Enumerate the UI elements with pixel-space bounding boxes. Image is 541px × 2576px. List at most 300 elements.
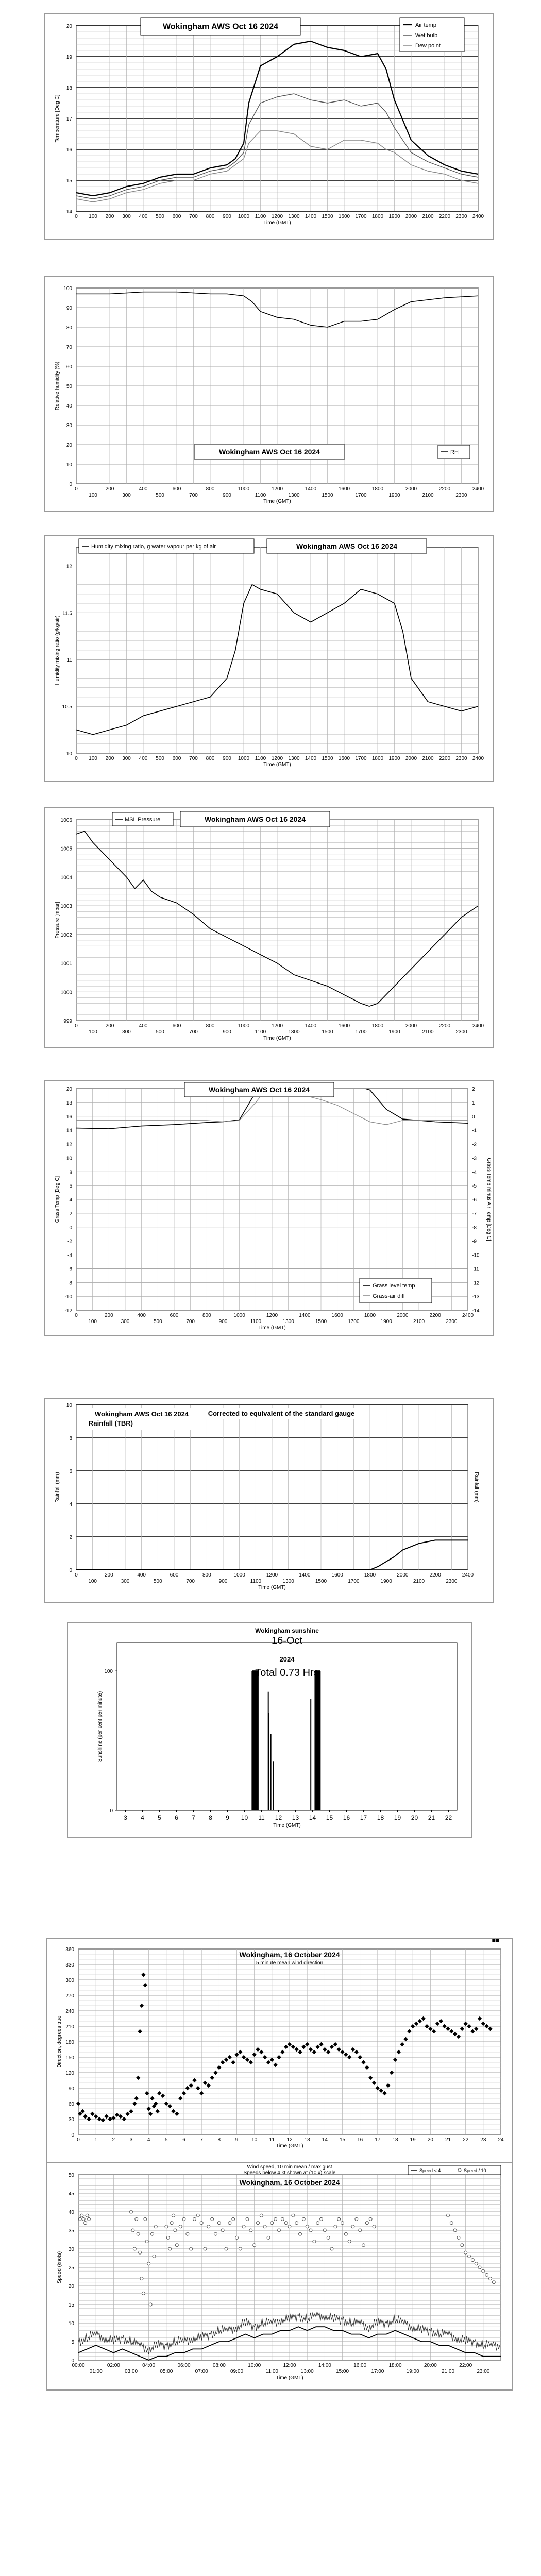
x-tick-label: 1400 [299,1313,311,1318]
x-tick-label: 16:00 [353,2363,367,2368]
x-tick-label: 1300 [282,1319,294,1325]
chart-title: Wokingham AWS Oct 16 2024 [94,1410,189,1418]
x-tick-label: 2400 [472,1023,484,1029]
y-axis-label: Sunshine (per cent per minute) [97,1691,103,1762]
temperature-chart-panel [44,13,494,240]
x-tick-label: 1900 [388,756,400,761]
y-tick-label: 20 [66,443,72,448]
x-tick-label: 800 [206,1023,215,1029]
y-tick-label: 2 [69,1535,72,1540]
x-tick-label: 1900 [388,1029,400,1035]
x-tick-label: 1300 [288,1029,300,1035]
x-tick-label: 400 [139,214,148,219]
y-axis-label: Temperature [Deg C] [55,94,60,143]
speed-gust-point [133,2247,136,2250]
y-right-tick-label: -5 [472,1183,477,1190]
legend-label: Wet bulb [415,32,438,39]
y-tick-label: 11.5 [62,611,72,617]
speed-gust-point [447,2214,450,2217]
x-tick-label: 2000 [397,1313,409,1318]
y-right-tick-label: -11 [472,1266,479,1273]
x-tick-label: 2400 [472,756,484,761]
chart-note: Corrected to equivalent of the standard gauge [208,1410,355,1417]
x-tick-label: 02:00 [107,2363,120,2368]
y-tick-label: 14 [66,1128,72,1134]
x-tick-label: 01:00 [89,2369,103,2375]
x-tick-label: 1900 [380,1579,392,1584]
mixing-ratio-chart-panel [44,535,494,782]
x-tick-label: 1100 [255,756,266,761]
x-tick-label: 09:00 [230,2369,244,2375]
x-axis-label: Time (GMT) [263,499,291,504]
humidity-chart [45,277,495,513]
x-tick-label: 300 [122,756,131,761]
x-tick-label: 15 [326,1814,333,1821]
speed-gust-point [274,2217,277,2221]
y-axis-label: Grass Temp [Deg C] [55,1176,60,1223]
speed-gust-point [235,2236,239,2239]
y-tick-label: 1006 [60,818,72,823]
y-right-tick-label: -6 [472,1197,477,1203]
chart-title: Wokingham AWS Oct 16 2024 [204,815,306,823]
speed-gust-point [464,2251,467,2254]
pressure-chart-panel [44,807,494,1048]
speed-gust-point [281,2217,284,2221]
y-tick-label: 6 [69,1183,72,1190]
legend-label: MSL Pressure [125,817,161,823]
x-tick-label: 1200 [266,1572,278,1578]
x-tick-label: 2200 [438,486,451,492]
x-tick-label: 400 [139,486,148,492]
y-tick-label: 20 [66,1087,72,1092]
x-tick-label: 1300 [282,1579,294,1584]
x-tick-label: 1500 [322,756,333,761]
wind-direction-point [496,1939,499,1942]
wind-speed-chart-panel [46,2162,513,2391]
x-tick-label: 1800 [364,1313,376,1318]
y-tick-label: 10 [66,1403,72,1409]
x-tick-label: 100 [89,756,97,761]
speed-gust-point [174,2229,177,2232]
y-tick-label: 50 [66,384,72,389]
y-tick-label: 120 [65,2071,74,2076]
x-tick-label: 14:00 [318,2363,331,2368]
x-tick-label: 1800 [364,1572,376,1578]
mixing-ratio-chart [45,536,495,783]
temperature-chart [45,14,495,241]
speed-gust-point [78,2217,81,2221]
x-tick-label: 20 [411,1814,418,1821]
speed-gust-point [299,2232,302,2235]
x-tick-label: 500 [156,756,164,761]
speed-gust-point [334,2225,337,2228]
speed-gust-point [471,2259,474,2262]
x-tick-label: 8 [209,1814,212,1821]
speed-gust-point [131,2229,134,2232]
x-tick-label: 03:00 [124,2369,138,2375]
y-right-tick-label: -14 [472,1308,480,1314]
y-tick-label: 1001 [60,961,72,967]
y-tick-label: 4 [69,1502,72,1507]
y-tick-label: 270 [65,1993,74,1999]
y-tick-label: 150 [65,2055,74,2061]
x-tick-label: 20 [427,2137,433,2143]
speed-gust-point [179,2225,182,2228]
legend-label: Grass level temp [373,1283,415,1289]
x-tick-label: 900 [223,493,231,498]
x-tick-label: 17 [375,2137,381,2143]
y-tick-label: 15 [66,178,72,184]
x-tick-label: 10:00 [248,2363,261,2368]
speed-gust-point [475,2262,478,2265]
grass-temp-chart-panel [44,1080,494,1336]
x-tick-label: 2300 [455,756,467,761]
x-axis-label: Time (GMT) [263,220,291,226]
x-tick-label: 800 [206,486,215,492]
x-tick-label: 12:00 [283,2363,296,2368]
speed-gust-point [278,2229,281,2232]
x-tick-label: 1000 [233,1313,245,1318]
x-tick-label: 1600 [338,1023,350,1029]
y-axis-label: Pressure [mbar] [55,902,60,939]
y-axis-label: Speed (knots) [57,2251,62,2284]
y-tick-label: 10 [66,751,72,757]
x-tick-label: 1800 [371,756,384,761]
speed-gust-point [457,2236,460,2239]
speed-gust-point [257,2222,260,2225]
speed-gust-point [246,2217,249,2221]
y-tick-label: 4 [69,1197,72,1203]
x-tick-label: 2200 [438,1023,451,1029]
chart-title: Wokingham AWS Oct 16 2024 [218,447,320,456]
x-tick-label: 700 [186,1579,195,1584]
x-tick-label: 10 [251,2137,258,2143]
y-tick-label: 15 [68,2302,74,2308]
x-tick-label: 7 [200,2137,203,2143]
x-tick-label: 1700 [355,493,367,498]
y-tick-label: 0 [69,1568,72,1573]
x-tick-label: 1200 [266,1313,278,1318]
chart-title: Wokingham, 16 October 2024 [239,1951,340,1959]
x-tick-label: 1700 [355,1029,367,1035]
wind-direction-chart [47,1939,514,2165]
x-tick-label: 18 [392,2137,398,2143]
x-tick-label: 900 [223,1029,231,1035]
y-tick-label: 100 [63,286,72,292]
chart-subtitle: Rainfall (TBR) [89,1419,133,1427]
speed-gust-point [489,2277,492,2280]
speed-gust-point [165,2225,168,2228]
y-tick-label: 60 [66,364,72,370]
x-tick-label: 500 [156,1029,164,1035]
x-tick-label: 2300 [455,1029,467,1035]
speed-gust-point [149,2303,152,2306]
x-tick-label: 17 [360,1814,367,1821]
x-tick-label: 700 [189,214,198,219]
x-tick-label: 1100 [255,214,266,219]
legend-label: RH [450,449,459,455]
x-tick-label: 1700 [348,1319,360,1325]
x-tick-label: 11 [269,2137,275,2143]
y-tick-label: 5 [71,2340,74,2345]
x-tick-label: 22:00 [459,2363,472,2368]
x-tick-label: 1500 [315,1319,327,1325]
x-tick-label: 1400 [305,214,317,219]
speed-gust-point [144,2217,147,2221]
x-tick-label: 400 [137,1313,146,1318]
x-tick-label: 1000 [233,1572,245,1578]
x-tick-label: 1700 [348,1579,360,1584]
x-tick-label: 14 [322,2137,328,2143]
header-note: Wind speed, 10 min mean / max gust [247,2164,332,2170]
x-tick-label: 700 [189,1029,198,1035]
speed-gust-point [348,2240,351,2243]
speed-gust-point [359,2229,362,2232]
x-tick-label: 1800 [371,1023,384,1029]
x-tick-label: 1600 [331,1313,343,1318]
x-tick-label: 100 [89,1029,97,1035]
y-tick-label: 100 [104,1669,113,1675]
y-right-tick-label: -10 [472,1252,480,1259]
x-tick-label: 11:00 [265,2369,278,2375]
speed-gust-point [253,2244,256,2247]
speed-gust-point [239,2247,242,2250]
y-tick-label: 999 [63,1019,72,1024]
y-right-tick-label: -8 [472,1225,477,1231]
y-right-tick-label: -1 [472,1128,477,1134]
x-tick-label: 2000 [405,214,417,219]
y-tick-label: 2 [69,1211,72,1217]
x-tick-label: 9 [226,1814,229,1821]
x-tick-label: 2200 [429,1572,441,1578]
x-tick-label: 5 [165,2137,168,2143]
x-tick-label: 21:00 [441,2369,455,2375]
y-axis-label: Relative humidity (%) [55,361,60,411]
y-tick-label: 360 [65,1947,74,1953]
x-tick-label: 2 [112,2137,115,2143]
chart-title: Wokingham AWS Oct 16 2024 [162,22,279,31]
x-axis-label: Time (GMT) [258,1585,286,1590]
speed-gust-point [249,2229,252,2232]
chart-title: Wokingham, 16 October 2024 [239,2178,340,2187]
y-tick-label: 1003 [60,904,72,910]
y-tick-label: 10 [66,462,72,468]
speed-gust-point [355,2217,358,2221]
speed-gust-point [221,2229,224,2232]
y-tick-label: 90 [66,306,72,311]
x-tick-label: 0 [75,486,78,492]
x-tick-label: 2400 [462,1572,474,1578]
legend-label: Air temp [415,22,436,28]
x-tick-label: 1400 [305,756,317,761]
x-tick-label: 1900 [388,493,400,498]
x-tick-label: 300 [122,1029,131,1035]
x-tick-label: 600 [170,1572,179,1578]
y-tick-label: 30 [68,2247,74,2252]
y-tick-label: 16 [66,1114,72,1120]
y-tick-label: 50 [68,2173,74,2178]
speed-gust-point [450,2222,453,2225]
x-axis-label: Time (GMT) [273,1823,301,1828]
x-tick-label: 400 [137,1572,146,1578]
speed-gust-point [365,2222,368,2225]
sunshine-chart [68,1623,473,1839]
y-tick-label: 40 [68,2210,74,2215]
wind-speed-chart [47,2163,514,2392]
speed-gust-point [263,2225,266,2228]
speed-gust-point [196,2214,199,2217]
x-tick-label: 19 [410,2137,416,2143]
y-tick-label: 30 [66,423,72,429]
x-tick-label: 1200 [271,214,283,219]
header-note: Speeds below 4 kt shown at (10 x) scale [243,2170,336,2176]
x-tick-label: 1100 [250,1579,262,1584]
speed-gust-point [84,2222,87,2225]
x-tick-label: 1500 [322,214,333,219]
x-tick-label: 800 [202,1313,211,1318]
x-tick-label: 1100 [255,493,266,498]
x-tick-label: 17:00 [371,2369,384,2375]
x-tick-label: 300 [121,1579,130,1584]
speed-gust-point [166,2236,170,2239]
x-tick-label: 15:00 [335,2369,349,2375]
x-tick-label: 300 [122,493,131,498]
x-tick-label: 1400 [305,1023,317,1029]
x-tick-label: 7 [192,1814,195,1821]
x-tick-label: 600 [172,1023,181,1029]
y-right-tick-label: 2 [472,1087,475,1092]
x-tick-label: 2100 [413,1579,425,1584]
x-tick-label: 500 [156,493,164,498]
speed-gust-point [86,2214,89,2217]
speed-gust-point [327,2236,330,2239]
x-tick-label: 900 [223,214,231,219]
x-tick-label: 1300 [288,214,300,219]
x-tick-label: 0 [75,1313,78,1318]
speed-gust-point [270,2222,274,2225]
speed-gust-point [145,2240,148,2243]
y-tick-label: 10 [68,2321,74,2327]
y-right-tick-label: -9 [472,1239,477,1245]
y-tick-label: 12 [66,564,72,570]
x-tick-label: 1900 [380,1319,392,1325]
x-tick-label: 900 [223,756,231,761]
y-right-tick-label: -7 [472,1211,477,1217]
speed-gust-point [284,2222,288,2225]
y-right-axis-label: Grass Temp minus Air Temp [Deg C] [486,1158,492,1241]
speed-gust-point [302,2217,305,2221]
x-tick-label: 400 [139,1023,148,1029]
y-tick-label: 0 [71,2358,74,2364]
speed-gust-point [228,2222,231,2225]
chart-subtitle: 5 minute mean wind direction [256,1960,324,1966]
x-tick-label: 1000 [238,214,250,219]
x-tick-label: 2100 [422,756,434,761]
legend-label: Humidity mixing ratio, g water vapour per kg of air [91,544,216,550]
x-tick-label: 3 [124,1814,127,1821]
chart-year: 2024 [279,1655,295,1663]
speed-gust-point [485,2273,488,2276]
legend-label: Speed < 4 [419,2168,441,2173]
x-tick-label: 1800 [371,214,384,219]
speed-gust-point [139,2251,142,2254]
x-tick-label: 12 [286,2137,293,2143]
chart-total: Total 0.73 Hrs [255,1667,319,1679]
x-tick-label: 23 [480,2137,486,2143]
x-tick-label: 2200 [429,1313,441,1318]
x-tick-label: 200 [105,486,114,492]
speed-gust-point [130,2210,133,2213]
x-tick-label: 1300 [288,756,300,761]
y-right-tick-label: -12 [472,1280,480,1286]
x-tick-label: 700 [189,493,198,498]
y-tick-label: 180 [65,2040,74,2045]
speed-gust-point [153,2255,156,2258]
x-tick-label: 3 [129,2137,133,2143]
x-tick-label: 2200 [438,214,451,219]
speed-gust-point [323,2229,326,2232]
speed-gust-point [461,2244,464,2247]
x-tick-label: 22 [445,1814,452,1821]
speed-gust-point [182,2217,185,2221]
y-right-axis-label: Rainfall (mm) [474,1472,479,1503]
x-tick-label: 2300 [455,214,467,219]
x-tick-label: 800 [202,1572,211,1578]
speed-gust-point [295,2222,298,2225]
legend-label: Grass-air diff [373,1293,405,1299]
x-tick-label: 05:00 [160,2369,173,2375]
wind-direction-chart-panel [46,1938,513,2164]
x-tick-label: 1900 [388,214,400,219]
x-tick-label: 1600 [338,756,350,761]
x-axis-label: Time (GMT) [263,762,291,768]
x-tick-label: 0 [75,1023,78,1029]
x-tick-label: 00:00 [72,2363,85,2368]
speed-gust-point [468,2255,471,2258]
x-tick-label: 24 [498,2137,504,2143]
y-tick-label: 18 [66,1100,72,1106]
y-axis-label: Humidity mixing ratio (g/kg/air) [55,615,60,685]
x-tick-label: 300 [122,214,131,219]
y-tick-label: 0 [69,482,72,487]
x-tick-label: 1800 [371,486,384,492]
x-tick-label: 19:00 [406,2369,419,2375]
x-tick-label: 100 [88,1319,97,1325]
y-right-tick-label: -3 [472,1156,477,1162]
y-tick-label: 40 [66,403,72,409]
x-tick-label: 600 [172,214,181,219]
y-tick-label: 20 [68,2284,74,2290]
y-tick-label: 1002 [60,932,72,938]
x-tick-label: 1200 [271,1023,283,1029]
x-tick-label: 12 [275,1814,282,1821]
x-tick-label: 1600 [338,214,350,219]
x-tick-label: 19 [394,1814,401,1821]
legend-label: Speed / 10 [464,2168,486,2173]
x-tick-label: 13 [292,1814,299,1821]
speed-gust-point [492,2281,495,2284]
x-tick-label: 200 [105,214,114,219]
x-tick-label: 1500 [315,1579,327,1584]
y-tick-label: 1004 [60,875,72,881]
y-tick-label: -10 [64,1294,72,1300]
x-tick-label: 200 [105,756,114,761]
y-tick-label: 60 [68,2102,74,2107]
wind-direction-point [492,1939,495,1942]
y-right-tick-label: -2 [472,1142,477,1148]
x-tick-label: 1500 [322,493,333,498]
x-tick-label: 2300 [446,1319,458,1325]
